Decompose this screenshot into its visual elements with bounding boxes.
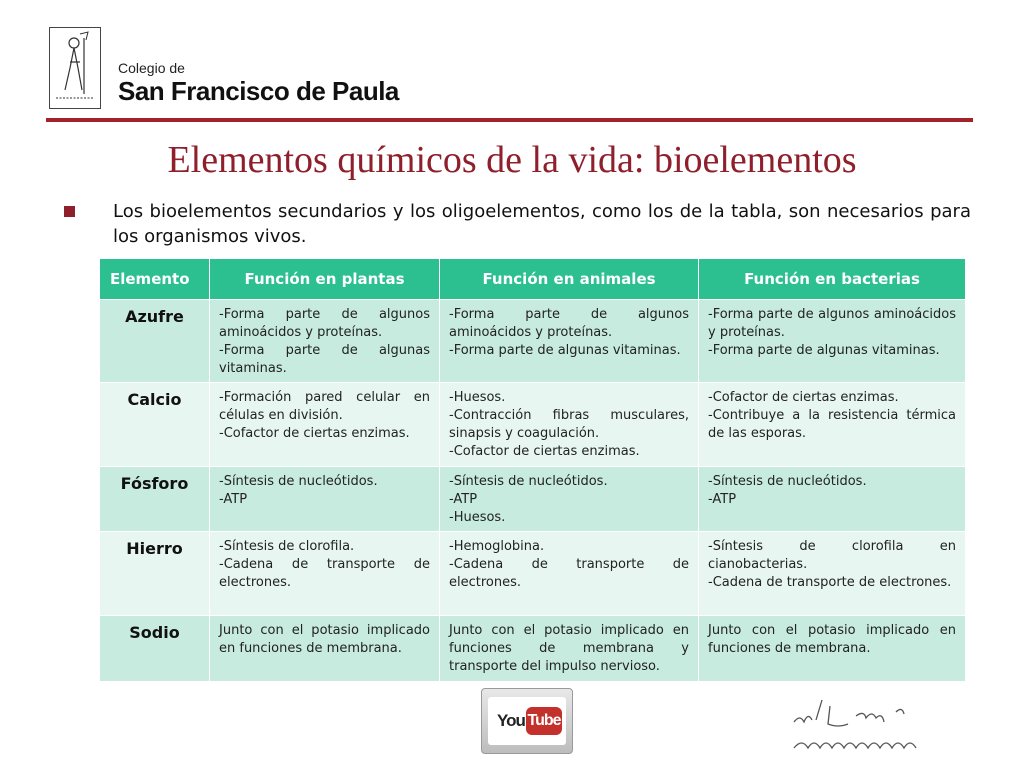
school-logo xyxy=(49,27,101,109)
plants-cell xyxy=(210,383,440,467)
cell-line: -Forma parte de algunos aminoácidos y proteínas. xyxy=(449,307,689,340)
cell-line: -Forma parte de algunos aminoácidos y proteínas. xyxy=(219,307,430,340)
animals-cell xyxy=(440,467,699,532)
handwritten-signature xyxy=(786,682,986,762)
org-label-small: Colegio de xyxy=(118,60,185,76)
cell-line: -ATP xyxy=(708,492,737,507)
youtube-logo-icon xyxy=(488,697,566,745)
saint-figure-icon xyxy=(50,28,100,108)
slide-title: Elementos químicos de la vida: bioelementos xyxy=(167,139,857,181)
cell-line: Junto con el potasio implicado en funciones de membrana y transporte del impulso nervioso. xyxy=(449,623,689,674)
cell-line: -Síntesis de nucleótidos. xyxy=(449,474,608,489)
youtube-logo-tube: Tube xyxy=(526,707,562,735)
cell-line: -Huesos. xyxy=(449,510,506,525)
youtube-logo-you: You xyxy=(497,711,525,730)
cell-line: -Síntesis de clorofila. xyxy=(219,539,355,554)
org-name: San Francisco de Paula xyxy=(118,76,399,106)
cell-line: -Síntesis de nucleótidos. xyxy=(708,474,867,489)
cell-line: -Síntesis de clorofila en cianobacterias. xyxy=(708,539,956,572)
cell-line: -Formación pared celular en células en división. xyxy=(219,390,430,423)
table-header-row xyxy=(100,259,966,300)
cell-line: -Cadena de transporte de electrones. xyxy=(708,575,952,590)
bacteria-cell xyxy=(699,383,966,467)
cell-line: -Hemoglobina. xyxy=(449,539,545,554)
plants-cell xyxy=(210,300,440,383)
cell-line: -Cadena de transporte de electrones. xyxy=(219,557,430,590)
cell-line: -Huesos. xyxy=(449,390,506,405)
cell-line: -Cofactor de ciertas enzimas. xyxy=(219,426,410,441)
cell-line: -Cofactor de ciertas enzimas. xyxy=(708,390,899,405)
column-header-element: Elemento xyxy=(100,259,210,300)
youtube-button[interactable] xyxy=(481,688,573,754)
table-row xyxy=(100,616,966,682)
cell-line: Junto con el potasio implicado en funciones de membrana. xyxy=(708,623,956,656)
bacteria-cell xyxy=(699,300,966,383)
cell-line: -Contribuye a la resistencia térmica de las esporas. xyxy=(708,408,956,441)
column-header-plants: Función en plantas xyxy=(210,259,440,300)
cell-line: -Cadena de transporte de electrones. xyxy=(449,557,689,590)
animals-cell xyxy=(440,616,699,682)
cell-line: -Forma parte de algunas vitaminas. xyxy=(708,343,940,358)
element-cell: Hierro xyxy=(100,532,210,616)
cell-line: -Síntesis de nucleótidos. xyxy=(219,474,378,489)
bioelements-table xyxy=(99,258,966,682)
table-row xyxy=(100,300,966,383)
bullet-square-icon xyxy=(64,206,75,217)
cell-line: -Forma parte de algunas vitaminas. xyxy=(219,343,430,376)
column-header-bacteria: Función en bacterias xyxy=(699,259,966,300)
plants-cell xyxy=(210,532,440,616)
table-row xyxy=(100,383,966,467)
table-row xyxy=(100,532,966,616)
element-cell: Azufre xyxy=(100,300,210,383)
animals-cell xyxy=(440,300,699,383)
cell-line: -Forma parte de algunas vitaminas. xyxy=(449,343,681,358)
table-row xyxy=(100,467,966,532)
plants-cell xyxy=(210,616,440,682)
cell-line: -Forma parte de algunos aminoácidos y proteínas. xyxy=(708,307,956,340)
plants-cell xyxy=(210,467,440,532)
animals-cell xyxy=(440,383,699,467)
element-cell: Calcio xyxy=(100,383,210,467)
animals-cell xyxy=(440,532,699,616)
cell-line: -Cofactor de ciertas enzimas. xyxy=(449,444,640,459)
bacteria-cell xyxy=(699,616,966,682)
header-divider xyxy=(46,118,973,122)
cell-line: Junto con el potasio implicado en funciones de membrana. xyxy=(219,623,430,656)
bullet-text: Los bioelementos secundarios y los oligoelementos, como los de la tabla, son necesarios para los organismos vivos. xyxy=(113,201,971,247)
bacteria-cell xyxy=(699,532,966,616)
element-cell: Fósforo xyxy=(100,467,210,532)
cell-line: -Contracción fibras musculares, sinapsis y coagulación. xyxy=(449,408,689,441)
cell-line: -ATP xyxy=(219,492,248,507)
column-header-animals: Función en animales xyxy=(440,259,699,300)
element-cell: Sodio xyxy=(100,616,210,682)
bacteria-cell xyxy=(699,467,966,532)
cell-line: -ATP xyxy=(449,492,478,507)
